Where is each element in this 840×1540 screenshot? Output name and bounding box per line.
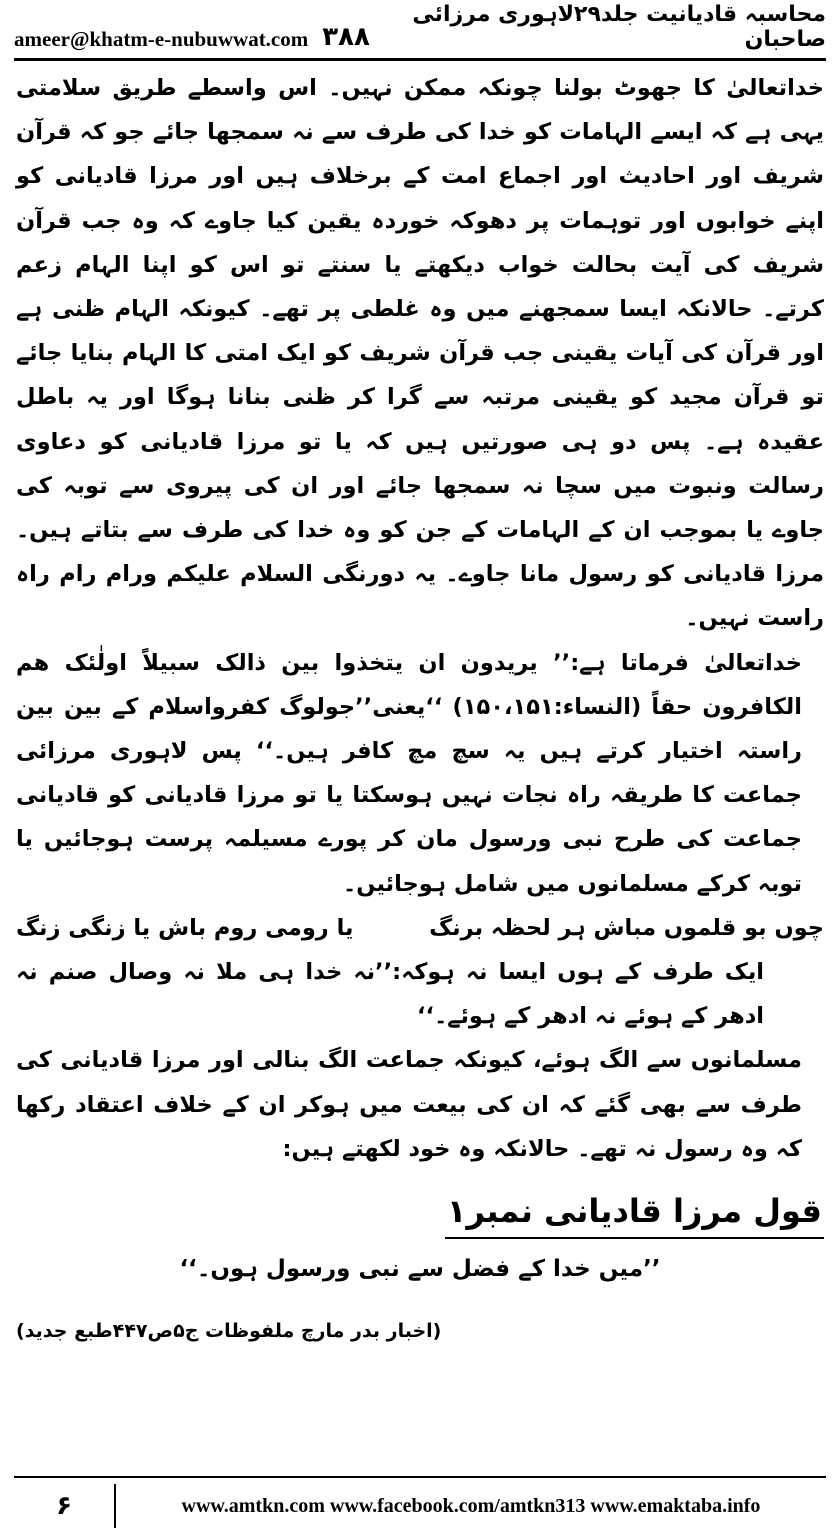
quran-intro: خداتعالیٰ فرماتا ہے:’’ — [553, 649, 802, 676]
quran-paragraph — [16, 641, 824, 906]
header-page-number: ۳۸۸ — [322, 22, 370, 52]
heading-wrap — [16, 1185, 824, 1239]
saying-line: ایک طرف کے ہوں ایسا نہ ہوکہ:’’نہ خدا ہی ملا نہ وصال صنم نہ ادھر کے ہوئے نہ ادھر کے ہوئے۔‘‘ — [16, 959, 764, 1030]
header-book-title: محاسبہ قادیانیت جلد۲۹لاہوری مرزائی صاحبان — [412, 2, 826, 52]
header-email: ameer@khatm-e-nubuwwat.com — [14, 27, 309, 51]
footer-folio: ۶ — [14, 1484, 116, 1528]
couplet-second-hemistich: یا رومی روم باش یا زنگی زنگ — [16, 914, 354, 941]
page-header — [14, 2, 826, 61]
quran-reference: (النساء:۱۵۰،۱۵۱) — [452, 693, 642, 720]
page-body — [16, 66, 824, 1466]
persian-couplet — [16, 906, 824, 950]
paragraph-1: خداتعالیٰ کا جھوٹ بولنا چونکہ ممکن نہیں۔ اس واسطے طریق سلامتی یہی ہے کہ ایسے الہامات کو خدا کی طرف سے نہ سمجھا جائے جو کہ قرآن شریف اور احادیث اور اجماع امت کے برخلاف ہیں اور مرزا قادیانی کو اپنے خوابوں اور توہمات پر دھوکہ خوردہ یقین کیا جاوے کہ وہ جب قرآن شریف کی آیت بحالت خواب دیکھتے یا سنتے تو اس کو اپنا الہام زعم کرتے۔ حالانکہ ایسا سمجھنے میں وہ غلطی پر تھے۔ کیونکہ الہام ظنی ہے اور قرآن کی آیات یقینی جب قرآن شریف کو ایک امتی کا الہام بنایا جائے تو قرآن مجید کو یقینی مرتبہ سے گرا کر ظنی بنانا ہوگا اور یہ باطل عقیدہ ہے۔ پس دو ہی صورتیں ہیں کہ یا تو مرزا قادیانی کو دعاوی رسالت ونبوت میں سچا نہ سمجھا جائے اور ان کی پیروی سے توبہ کی جاوے یا بموجب ان کے الہامات کے جن کو وہ خدا کی طرف سے بتاتے ہیں۔ مرزا قادیانی کو رسول مانا جاوے۔ یہ دورنگی السلام علیکم ورام رام راہ راست نہیں۔ — [16, 75, 824, 632]
page-footer — [14, 1476, 826, 1534]
quran-explanation: ‘‘یعنی’’جولوگ کفرواسلام کے بین بین راستہ اختیار کرتے ہیں یہ سچ مچ کافر ہیں۔‘‘ پس لاہوری مرزائی جماعت کا طریقہ راہ نجات نہیں ہوسکتا یا تو مرزا قادیانی کو قادیانی جماعت کی طرح نبی ورسول مان کر پورے مسیلمہ پرست ہوجائیں یا توبہ کرکے مسلمانوں میں شامل ہوجائیں۔ — [16, 693, 802, 897]
quote-source: (اخبار بدر مارچ ملفوظات ج۵ص۴۴۷طبع جدید) — [16, 1320, 442, 1343]
couplet-first-hemistich: چوں بو قلموں مباش ہر لحظہ برنگ — [429, 914, 824, 941]
section-heading: قول مرزا قادیانی نمبر۱ — [445, 1185, 824, 1239]
mirza-quote: ’’میں خدا کے فضل سے نبی ورسول ہوں۔‘‘ — [179, 1256, 661, 1283]
footer-websites: www.amtkn.com www.facebook.com/amtkn313 www.emaktaba.info — [181, 1494, 761, 1517]
quran-verse: یریدون ان یتخذوا بین ذالک سبیلاً اولٰئک ھم الکافرون حقاً — [16, 649, 802, 720]
closing-paragraph: مسلمانوں سے الگ ہوئے، کیونکہ جماعت الگ بنالی اور مرزا قادیانی کی طرف سے بھی گئے کہ ان کی بیعت میں ہوکر ان کے خلاف اعتقاد رکھا کہ وہ رسول نہ تھے۔ حالانکہ وہ خود لکھتے ہیں: — [16, 1047, 802, 1162]
